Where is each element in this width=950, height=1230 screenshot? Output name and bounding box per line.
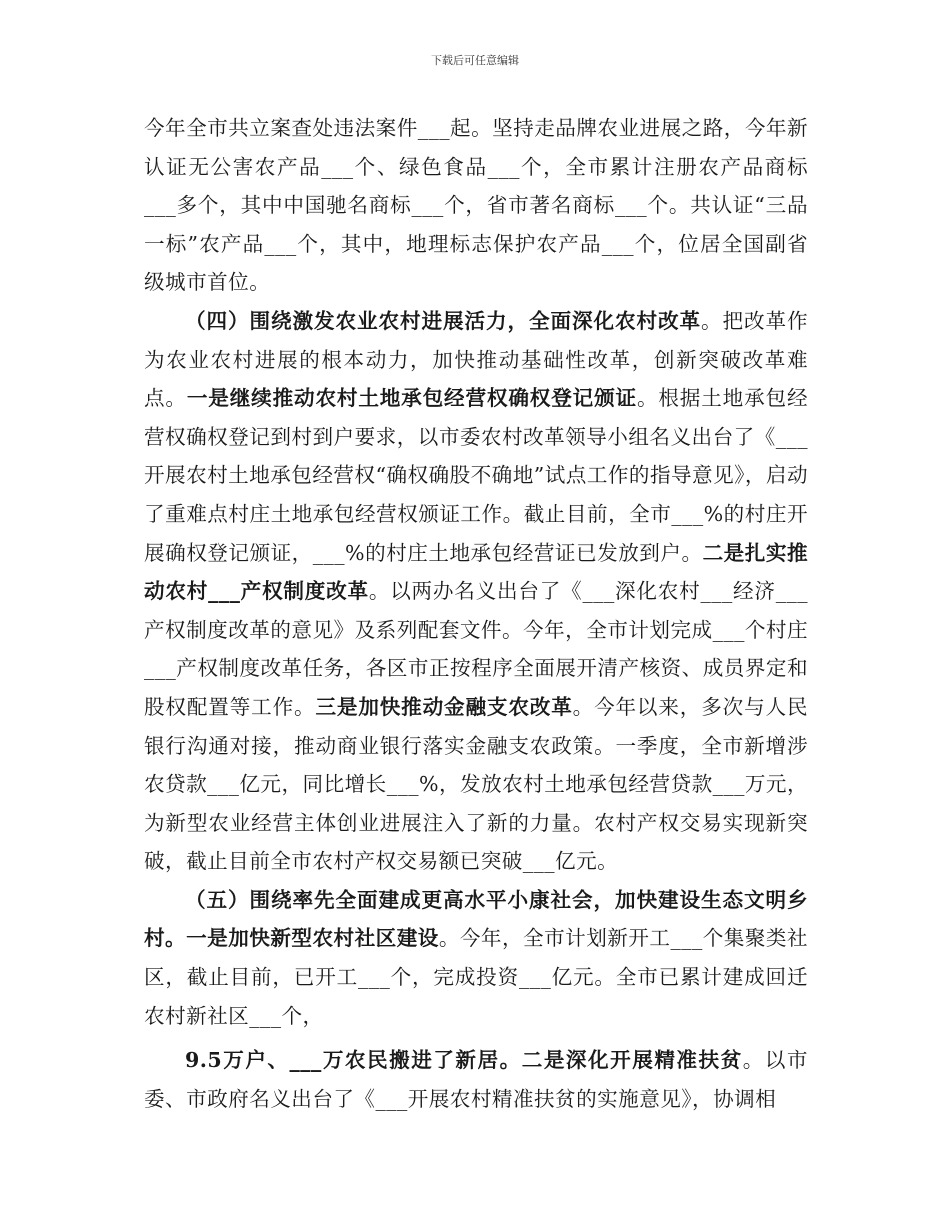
document-body [144, 109, 808, 1118]
bold-heading-text: 一是继续推动农村土地承包经营权确权登记颁证 [186, 386, 637, 411]
body-text: 。以市委、市政府名义出台了《___开展农村精准扶贫的实施意见》，协调相 [144, 1048, 808, 1111]
body-text: 。根据土地承包经营权确权登记到村到户要求，以市委农村改革领导小组名义出台了《___开展农村土地承包经营权“确权确股不确地”试点工作的指导意见》，启动了重难点村庄土地承包经营权颁证工作。截止目前，全市___%的村庄开展确权登记颁证，___%的村庄土地承包经营证已发放到户。 [144, 386, 809, 565]
bold-heading-text: 9.5万户、___万农民搬进了新居。二是深化开展精准扶贫 [185, 1048, 743, 1073]
paragraph [144, 1041, 808, 1118]
paragraph [144, 302, 808, 881]
bold-heading-text: 二是扎实推动农村___产权制度改革 [144, 540, 808, 604]
body-text: 。今年以来，多次与人民银行沟通对接，推动商业银行落实金融支农政策。一季度，全市新增涉农贷款___亿元，同比增长___%，发放农村土地承包经营贷款___万元，为新型农业经营主体创业进展注入了新的力量。农村产权交易实现新突破，截止目前全市农村产权交易额已突破___亿元。 [144, 694, 808, 874]
body-text: 今年全市共立案查处违法案件___起。坚持走品牌农业进展之路，今年新认证无公害农产品___个、绿色食品___个，全市累计注册农产品商标___多个，其中中国驰名商标___个，省市著名商标___个。共认证“三品一标”农产品___个，其中，地理标志保护农产品___个，位居全国副省级城市首位。 [144, 116, 808, 295]
body-text: 。以两办名义出台了《___深化农村___经济___产权制度改革的意见》及系列配套文件。今年，全市计划完成___个村庄___产权制度改革任务，各区市正按程序全面展开清产核资、成员界定和股权配置等工作。 [144, 579, 808, 719]
bold-heading-text: （五）围绕率先全面建成更高水平小康社会，加快建设生态文明乡村。一是加快新型农村社区建设 [144, 887, 808, 951]
body-text: 。今年，全市计划新开工___个集聚类社区，截止目前，已开工___个，完成投资___亿元。全市已累计建成回迁农村新社区___个， [144, 926, 809, 1028]
bold-heading-text: 三是加快推动金融支农改革 [315, 694, 573, 719]
paragraph [144, 109, 808, 302]
paragraph [144, 881, 808, 1035]
body-text: 。把改革作为农业农村进展的根本动力，加快推动基础性改革，创新突破改革难点。 [144, 308, 808, 411]
page-header: 下载后可任意编辑 [431, 54, 519, 67]
bold-heading-text: （四）围绕激发农业农村进展活力，全面深化农村改革 [185, 308, 701, 333]
